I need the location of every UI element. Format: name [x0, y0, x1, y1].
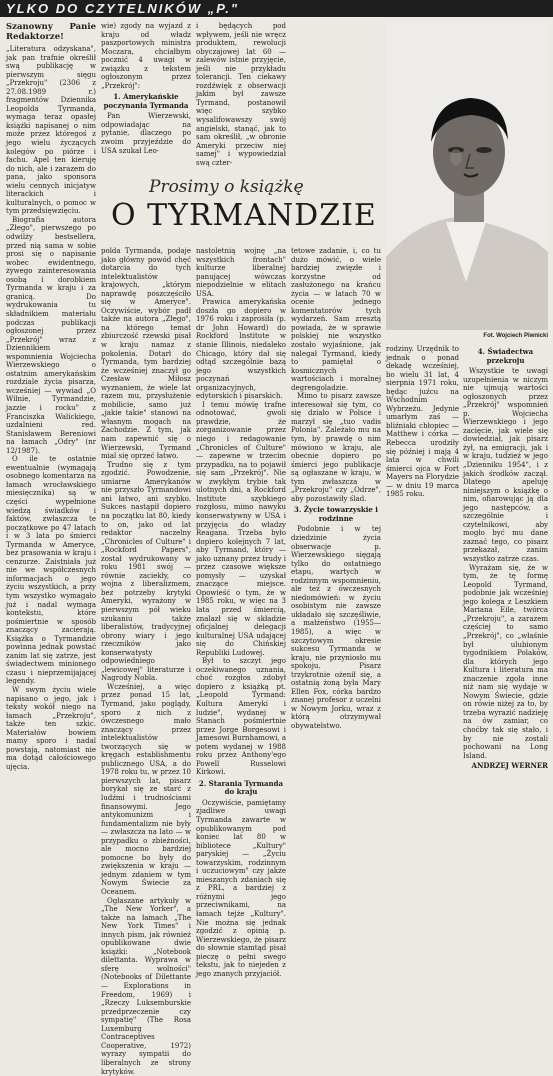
paragraph: Podobnie i w tej dziedzinie życia obserwacje p. Wierzewskiego sięgają tylko do ostatniego etapu, wartych w rodzinnym wspomnieniu, ale też z ówczesnych niedomówień: w życiu osobistym nie zawsze układało się szczęśliwie, a małżeństwo (1955—1985), a więc w szczytowym okresie sukcesu Tyrmanda w kraju, nie przyniosło mu spokoju. Pisarz trzykrotnie ożenił się, a ostatnią żoną była Mary Ellen Fox, córka bardzo znanej profesor z uczelni w Nowym Jorku, wraz z którą otrzymywał obywatelstwo.	[291, 525, 381, 730]
column-1	[6, 22, 96, 796]
title-band	[101, 171, 381, 245]
paragraph: I temu mówię trafne odnotować, gwoli prawdzie, że zorganizowanie przez niego i redagowanie „Chronicles of Culture" — zapewne w trzecim przypadku, na to pojawił się sam „Przekrój". Nie w zwykłym trybie tak ulotnych dni, a Rockford Institute szybkiego rozgłosu, mimo nawyku konserwatywny w USA i przyjęcia do władzy Reagana. Trzeba było dopiero kolejnych 7 lat, aby Tyrmand, który — jako uznany przez trudy i przez czasowe większe pomysły — uzyskał znaczące miejsce. Opowieść o tym, że w 1985 roku, w więc na 3 lata przed śmiercią, znalazł się w składzie oficjalnej delegacji kulturalnej USA udającej się do Chińskiej Republiki Ludowej.	[196, 400, 286, 657]
paragraph: wie) zgody na wyjazd z kraju od władz paszportowych ministra Moczara, chciałbym pocznić 4 uwagi w związku z tekstem ogłoszonym przez „Przekrój":	[101, 22, 191, 90]
paragraph: Mimo to pisarz zawsze interesował się tym, co się działo w Polsce i marzył się „tuo vadis Polonia". Zależało mu na tym, by prawdę o nim mówiono w kraju, ale obecnie dopiero po śmierci jego publikacje są ogłaszane w kraju, w tym zwłaszcza w „Przekroju" czy „Odrze", aby pozostawiły ślad.	[291, 392, 381, 503]
photo-caption: Fot. Wojciech Piwnicki	[483, 333, 548, 339]
paragraph: „Literatura odzyskana", jak pan trafnie określił swą publikację w pierwszym sięgu „Przekroju" (2306 z 27.08.1989 r.) fragmentów Dziennika Leopolda Tyrmanda, wymaga teraz opasłej książki napisanej o nim może przez któregoś z jego wielu życzących kolegów po piórze i fachu. Apel ten kieruję do nich, ale i zarazem do pana, jako sponsora wielu cennych inicjatyw literackich i kulturalnych, o pomoc w tym przedsięwzięciu.	[6, 45, 96, 216]
column-2-top	[101, 22, 191, 170]
section-heading: 3. Życie towarzyskie i rodzinne	[294, 505, 378, 523]
paragraph: O ile te ostatnie ewentualnie (wymagają osobnego komentarza na łamach wrocławskiego miesięcznika) są w części wypełnione wiedzą świadków i faktów, zwłaszcza te początkowe po 47 latach i w 3 lata po śmierci Tyrmanda w Ameryce, bez prasowania w kraju i cenzurze. Zaistniała już nie we współczesnych informacjach o jego życiu wszystkich, a przy tym wszystko wymagało już i nadal wymaga kontekstu, które pośmiertnie w sposób znaczący zacierają. Książka o Tyrmandzie powinna jednak powstać zanim lat się zatrze, jest świadectwem minionego czasu i nieprzemijającej legendy.	[6, 455, 96, 686]
section-heading: 4. Świadectwa przekroju	[477, 347, 534, 365]
paragraph: Był to szczyt jego oczekiwanego uznania, choć rozgłos zdobył dopiero z książką pt. „Leopold Tyrmand: Kultura Ameryki i ludzie", wydanej w Stanach pośmiertnie przez Jorge Borgesowi i Jamesowi Burnhamowi, a potem wydanej w 1988 roku przez Anthony'ego Powell Russelowi Kirkowi.	[196, 657, 286, 777]
paragraph: Oczywiście, pamiętamy zjadliwe uwagi Tyrmanda zawarte w opublikowanym pod koniec lat 80 w bibliotece „Kultury" paryskiej — „Życiu towarzyskim, rodzinnym i uczuciowym" czy jakże mieszanych zdaniach się z PRL, a bardziej z różnymi jego przeciwnikami, na łamach tejże „Kultury". Nie można się jednak zgodzić z opinią p. Wierzewskiego, że pisarz do słownie stamtąd pisał pieczę o pełni swego tekstu, jak to niejeden z jego znanych przyjaciół.	[196, 798, 286, 978]
paragraph: Prawica amerykańska doszła go dopiero w 1976 roku i zaprosiła (p. dr John Howard) do Rockford Institute w stanie Illinois, niedaleko Chicago, który dał się odtąd szczególnie bazą jego wszystkich poczynań organizacyjnych, edytorskich i pisarskich.	[196, 298, 286, 401]
portrait-photo	[386, 22, 548, 330]
masthead: YLKO DO CZYTELNIKÓW „P."	[0, 0, 553, 17]
paragraph: polda Tyrmanda, podaje jako główny powód chęć dotarcia do tych intelektualistów krajowych, „którym naprawdę poszczęściło się w Ameryce". Oczywiście, wybór padł także na autora „Złego", na którego temat zbiurczość rzewski pisał w kraju namaz z pokolenia. Dotarł do Tyrmanda, tym bardziej że wcześniej znaczył go Czesław Miłosz wyznaniem, że wiele lat razem mu, przysłużenie mobilicie, samo już „jakie takie" stanowi na własnym mogach na Zachodzie. Z tym, jak nam zapewnić się o Wierzewski, Tyrmand mial się oprzeć łatwo.	[101, 247, 191, 461]
paragraph: Wszystkie te uwagi uzupełnienia w niczym nie ujmują wartości ogłoszonych przez „Przekrój" wspomnień p. Wojciecha Wierzewskiego i jego zacięcie, jak wiele się dowiedział, jak pisarz żył, na emigracji, jak i w kraju, tudzież w jego „Dzienniku 1954", i z jakich środków zaczął. Dlatego apeluję niniejszym o książkę o nim, ofiarowując ją dla jego następców, a szczególnie i czytelnikowi, aby mogło być mu dane zaznać tego, co pisarz przekazał, zanim wszystko zatrze czas.	[463, 367, 548, 564]
column-2-bottom	[101, 247, 191, 1076]
column-4-bottom	[291, 247, 381, 796]
paragraph: tetowe zadanie, i, co tu dużo mówić, o wiele bardziej zwięzłe i korzystne od zasłużonego na krańcu życia — w latach 70 w ocenie jednego komentatorów tych wydarzeń. Sam zresztą powiada, że w sprawie polskiej nie wszystko zostało wyjaśnione, jak nalegał Tyrmand, kiedy to pamiętał o kosmicznych wartościach i moralnej degrengoladzie.	[291, 247, 381, 392]
section-heading: 2. Starania Tyrmanda do kraju	[198, 778, 284, 797]
article-headline: O TYRMANDZIE	[111, 198, 377, 233]
column-6	[463, 345, 548, 796]
paragraph: Pan Wierzewski, odpowiadając na pytanie, dlaczego po zwoim przyjeździe do USA szukał Leo-	[101, 112, 191, 155]
paragraph: Wyrażam się, że w tym, że tę formę Leopold Tyrmand, podobnie jak wcześniej jego kolega z Leszkiem Mariana Eile, twórca „Przekroju", a zarazem częściej to samo „Przekrój", co „właśnie był ulubionym tygodnikiem Polaków, dla których jego Kultura i literatura ma znaczenie zgoła inne niż nam się wydaje w Nowym Świecie, gdzie on rówie niżej za to, by trzeba wyrazić nadzieję na ów zamiar, co choćby tak się stało, i by nie zostali pochowani na Long Island.	[463, 563, 548, 760]
paragraph: i będących pod wpływem, jeśli nie wręcz produktem, rewolucji obyczajowej lat 60 — zalewów istnie przyjęcie, jeśli nie przykładu tolerancji. Ten ciekawy rozdźwięk z obserwacji jakim był zawsze Tyrmand, postanowił więc szybko wysalifowawszy swój angielski, stanąć, jak to sam określił, „w obronie Ameryki przeciw niej samej" i wypowiedział swą czter-	[196, 22, 286, 167]
paragraph: nastoletnią wojnę „na wszystkich frontach" kulturze liberalnej panującej wówczas niepodzielnie w elitach USA.	[196, 247, 286, 298]
paragraph: Biografia autora „Złego", pierwszego po odwilży bestsellera, przed nią sama w sobie prosi się o napisanie wobec ewidentnego, żywego zainteresowania osobą i dorobkiem Tyrmanda w kraju i za granicą. Do wydrukowania tu składnikiem materiału podczas publikacji ogłoszonej przez „Przekrój" wraz z Dziennikiem wspomnienia Wojciecha Wierzewskiego o ostatnim amerykańskim rozdziale życia pisarza, wcześniej — wywiad „O Wilnie, Tyrmandzie, jazzie i rocku" z Franciszka Walickiego, uzdalnieni red. Stanisławem Bereniowi na łamach „Odry" (nr 12/1987).	[6, 215, 96, 455]
paragraph: W swym życiu wiele napisano o jego, jak i teksty wokół niego na łamach „Przekroju", także ten szkic. Materiałów bowiem mamy sporo i nadal powstają, natomiast nie ma dotąd całościowego ujęcia.	[6, 686, 96, 771]
paragraph: Trudno się z tym zgodzić. Powodzenie, umiarne Amerykanów nie przyszło Tyrmandowi ani łatwo, ani szybko. Sukces nastąpił dopiero na początku lat 80, kiedy to on, jako od lat redaktor naczelny „Chronicles of Culture" i „Rockford Papers", został wydrukowany w roku 1981 swój — równie zaciekły, co wojna z liberalizmem, bez potrzeby krytyki Ameryki, wyrażony w pierwszym pół wieku szukaniu także liberalistów, tradycyjnej obrony wiary i jego rzeczników jako konserwatysty odpowiedniego „lewicowej" literaturze i Nagrody Nobla.	[101, 460, 191, 683]
article-kicker: Prosimy o książkę	[149, 177, 304, 197]
column-3-top	[196, 22, 286, 170]
paragraph: Wcześniej, a więc przez ponad 15 lat, Tyrmand, jako poglądy, sporo z nich z ówczesnego mało znaczący przez intelektualistów tworzących się w kręgach establishmentu publicznego USA, a do 1978 roku tu, w przez 10 pierwszych lat, pisarz borykał się ze starć z ludźmi i trudnościami finansowymi. Jego antykomunizm i fundamentalizm nie były — zwłaszcza na lato — w przypadku o zbieżności, ale mocno bardziej pomocne bo były do zwiększenia w kraju — jednym zdaniem w tym Nowym Świecie za Oceanem.	[101, 682, 191, 897]
column-5	[386, 345, 459, 796]
salutation: Szanowny Panie Redaktorze!	[6, 22, 96, 42]
column-3-bottom	[196, 247, 286, 978]
paragraph: rodziny. Urzędnik to jednak o ponad dekadę wcześniej, bo wielu 31 lat, 4 sierpnia 1971 roku, będąc juźcu na Wschodnim Wybrzeżu. Jedynie umarłym zaś — bliźniaki chłopiec — Matthew i córka — Rebecca urodziły się później i mają 4 lata w chwili śmierci ojca w Fort Mayers na Florydzie — w dniu 19 marca 1985 roku.	[386, 345, 459, 499]
author-signature: ANDRZEJ WERNER	[471, 761, 548, 771]
paragraph: Ogłaszane artykuły w „The New Yorker", a także na łamach „The New York Times" i innych pism, jak również opublikowane dwie książki: „Notebook dilettanta. Wyprawa w sferę wolności" (Notebooks of Dilettante — Explorations in Freedom, 1969) i „Rzeczy Luksemburskie przedprzeczenie czy sympatię" (The Rosa Luxemburg Contraceptives Cooperative, 1972) wyrazy sympatii do liberalnych ze strony krytyków.	[101, 896, 191, 1076]
portrait-illustration	[386, 22, 548, 330]
section-heading: 1. Amerykańskie poczynania Tyrmanda	[103, 92, 189, 110]
